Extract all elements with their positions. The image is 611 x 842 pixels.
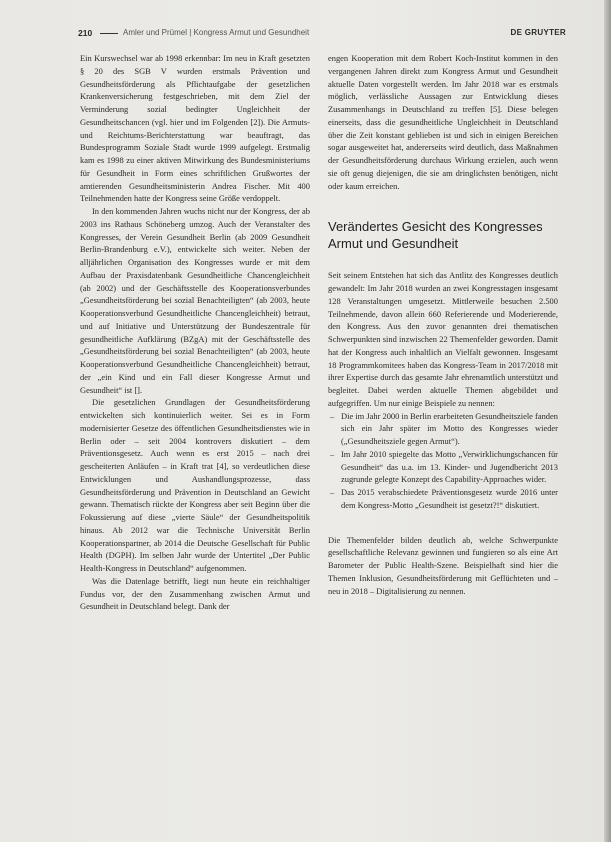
dash-bullet: –	[330, 487, 335, 497]
dash-bullet: –	[330, 448, 335, 459]
section-heading: Verändertes Gesicht des Kongresses Armut und Gesundheit	[328, 219, 543, 252]
list-item	[328, 486, 558, 512]
list-item	[328, 448, 558, 486]
list-item-text: Das 2015 verabschiedete Präventionsgesetz wurde 2016 unter dem Kongress-Motto „Gesundheit ist gesetzt?!“ diskutiert.	[341, 487, 558, 510]
paragraph: In den kommenden Jahren wuchs nicht nur der Kongress, der ab 2003 ins Rathaus Schöneberg umzog. Auch der Veranstalter des Kongresses, der Verein Gesundheit Berlin (ab 2009 Gesundheit Berlin-Brandenburg e.V.), entwickelte sich weiter. Neben der alljährlichen Organisation des Kongresses wurde er mit dem Aufbau der Praxisdatenbank Gesundheitliche Chancengleichheit (ab 2002) und der Geschäftsstelle des Kooperationsverbundes „Gesundheitsförderung bei sozial Benachteiligten“ (ab 2003, heute Kooperationsverbund Gesundheitliche Chancengleichheit) betraut, und auf Initiative und Unterstützung der Bundeszentrale für gesundheitliche Aufklärung (BZgA) mit der Geschäftsstelle des „Gesundheitsförderung bei sozial Benachteiligten“ (ab 2003, heute Kooperationsverbund Gesundheitliche Chancengleichheit) betraut, der „ein Kind und ein Fall dieser Kongresse Armut und Gesundheit“ ist [].	[80, 206, 310, 395]
page-number: 210	[78, 28, 93, 38]
paragraph: Ein Kurswechsel war ab 1998 erkennbar: Im neu in Kraft gesetzten § 20 des SGB V wurden erstmals Prävention und Gesundheitsförderung als Pflichtaufgabe der gesetzlichen Krankenversicherung festgeschrieben, mit dem Ziel der Verminderung sozial bedingter Ungleichheit der Gesundheitschancen (vgl. hier und im Folgenden [2]). Die Armuts- und Reichtums-Berichterstattung war beauftragt, das Bundesprogramm Soziale Stadt wurde 1999 aufgelegt. Erstmalig kam es 1998 zu einer aktiven Mitwirkung des Bundesministeriums für Gesundheit in Form eines schriftlichen Grußwortes der amtierenden Gesundheitsministerin Andrea Fischer. Mit 400 Teilnehmenden hatte der Kongress seine Größe verdoppelt.	[80, 53, 310, 204]
paragraph: Die Themenfelder bilden deutlich ab, welche Schwerpunkte gesellschaftliche Relevanz gewinnen und fungieren so als eine Art Barometer der Public Health-Szene. Beispielhaft sind hier die Themen Inklusion, Gesundheitsförderung mit Geflüchteten und – neu in 2018 – Digitalisierung zu nennen.	[328, 534, 558, 596]
page-edge-shadow	[604, 0, 611, 842]
example-list	[328, 410, 558, 512]
list-item-text: Im Jahr 2010 spiegelte das Motto „Verwirklichungschancen für Gesundheit“ das u.a. im 13. Kinder- und Jugendbericht 2013 zugrunde gelegte Konzept des Capability-Approaches wider.	[341, 448, 558, 485]
paragraph: Die gesetzlichen Grundlagen der Gesundheitsförderung entwickelten sich kontinuierlich weiter. Sei es in Form modernisierter Gesetze des öffentlichen Gesundheitsdienstes wie in Berlin oder – seit 2004 kontrovers diskutiert – dem Präventionsgesetz. Auch wenn es erst 2015 – nach drei gescheiterten Anläufen – in Kraft trat [4], so verdeutlichen diese Entwicklungen und Aushandlungsprozesse, dass Gesundheitsförderung und Prävention in Deutschland an Gewicht gewann. Thematisch rückte der Kongress aber seit Beginn über die Fokussierung auf diese „vierte Säule“ der Gesundheitspolitik hinaus. Ab 2012 war die Technische Universität Berlin Kooperationspartner, ab 2014 die Deutsche Gesellschaft für Public Health (DGPH). Im selben Jahr wurde der Untertitel „Der Public Health-Kongress in Deutschland“ aufgenommen.	[80, 397, 310, 573]
left-column	[80, 52, 310, 613]
page-header	[78, 28, 566, 42]
publisher-name: DE GRUYTER	[510, 28, 566, 37]
paragraph: engen Kooperation mit dem Robert Koch-Institut kommen in den vergangenen Jahren direkt zum Kongress Armut und Gesundheit aktuelle Daten vorgestellt werden. Im Jahr 2018 war es erstmals möglich, verlässliche Aussagen zur Entwicklung dieses Zusammenhangs in Deutschland zu treffen [5]. Diese belegen einerseits, dass die gesundheitliche Ungleichheit in Deutschland über die Zeit konstant geblieben ist und sich in einigen Bereichen sogar ausgeweitet hat, andererseits wird deutlich, dass Maßnahmen der Gesundheitsförderung durchaus Wirkung erzielen, auch wenn sie oft genug diejenigen, die sie am dringlichsten benötigen, nicht oder kaum erreichen.	[328, 53, 558, 191]
dash-bullet: –	[330, 410, 335, 421]
paragraph: Was die Datenlage betrifft, liegt nun heute ein reichhaltiger Fundus vor, der den Zusammenhang zwischen Armut und Gesundheit in Deutschland belegt. Dank der	[80, 575, 310, 612]
list-item	[328, 410, 558, 448]
list-item-text: Die im Jahr 2000 in Berlin erarbeiteten Gesundheitsziele fanden sich ein Jahr später im Motto des Kongresses wieder („Gesundheitsziele gegen Armut“).	[341, 410, 558, 446]
running-title: Amler und Prümel | Kongress Armut und Gesundheit	[123, 28, 310, 37]
paragraph: Seit seinem Entstehen hat sich das Antlitz des Kongresses deutlich gewandelt: Im Jahr 2018 wurden an zwei Kongresstagen insgesamt 128 Veranstaltungen umgesetzt. Mittlerweile besuchen 2.500 Teilnehmende, davon allein 660 Referierende und Moderierende, den Kongress. Aus den zuvor genannten drei thematischen Schwerpunkten sind inzwischen 22 Themenfelder geworden. Damit hat der Kongress auch inhaltlich an Vielfalt gewonnen. Insgesamt 18 Programmkomitees haben das Kongress-Team in 2017/2018 mit ihrer Expertise durch das gesamte Jahr ehrenamtlich unterstützt und begleitet. Dabei werden aktuelle Themen abgebildet und aufgegriffen. Um nur einige Beispiele zu nennen:	[328, 270, 558, 408]
right-column	[328, 52, 558, 597]
header-rule	[100, 33, 118, 34]
